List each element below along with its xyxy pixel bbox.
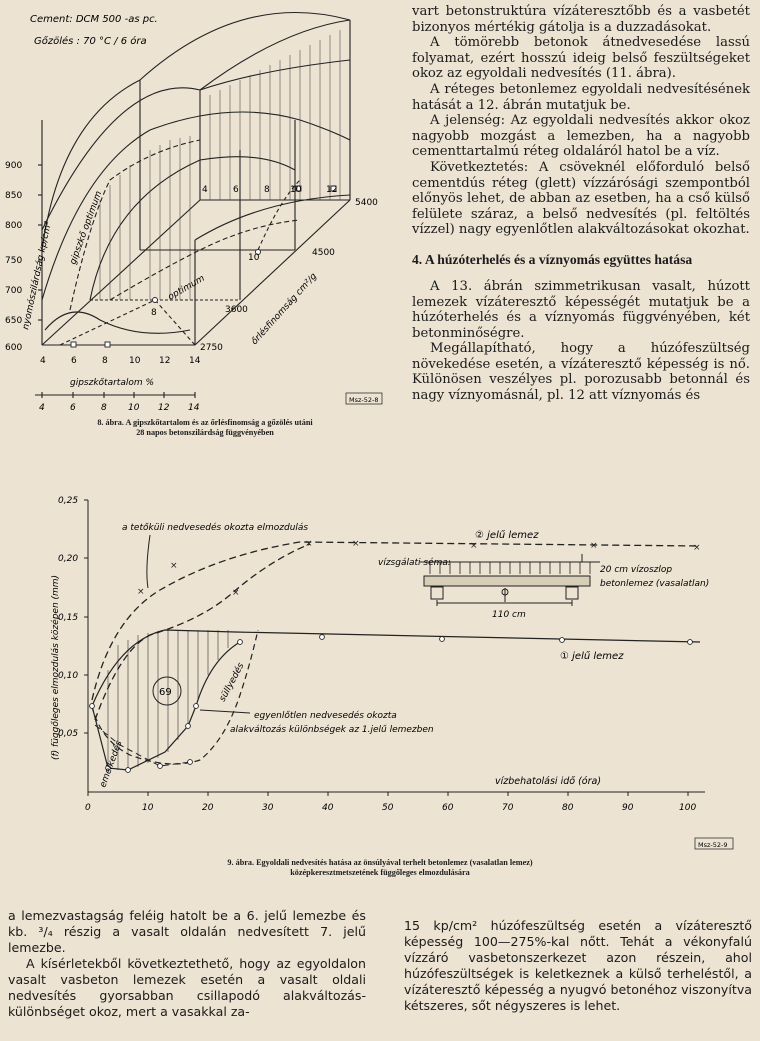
fig8-z-axis-label: őrlésfinomság cm²/g xyxy=(249,271,320,348)
paragraph: A tömörebb betonok átnedvesedése lassú folyamat, ezért hosszú ideig belső feszültségeket okoz az egyoldali nedvesítés (11. ábra). xyxy=(412,35,750,82)
paragraph: a lemezvastagság feléig hatolt be a 6. jelű lemezbe és kb. ³/₄ részig a vasalt oldalán nedvesített 7. jelű lemezbe. xyxy=(8,908,366,955)
fig8-x-tick-lower: 4 xyxy=(39,403,45,413)
fig9-x-tick: 50 xyxy=(382,803,394,813)
fig8-x-tick-lower: 6 xyxy=(70,403,76,413)
svg-text:×: × xyxy=(470,541,478,551)
fig8-x-tick: 6 xyxy=(71,356,77,366)
fig8-caption-line1: 8. ábra. A gipszkőtartalom és az őrlésfinomság a gőzölés utáni xyxy=(97,418,313,427)
fig8-x-tick-lower: 8 xyxy=(101,403,107,413)
fig9-schema-plate: betonlemez (vasalatlan) xyxy=(600,579,710,589)
fig9-x-tick: 90 xyxy=(622,803,634,813)
fig8-y-axis-label: nyomószilárdság kp/cm² xyxy=(21,220,54,331)
fig8-y-tick: 900 xyxy=(5,161,23,171)
paragraph: A kísérletekből következtethető, hogy az egyoldalon vasalt vasbeton lemezek esetén a vasalt oldali nedvesítés gyorsabban csillapodó alakváltozás-különbséget okoz, mert a vasakkal za- xyxy=(8,956,366,1019)
fig8-x-tick: 14 xyxy=(189,356,201,366)
fig9-caption xyxy=(100,858,660,878)
svg-text:×: × xyxy=(590,541,598,551)
svg-text:×: × xyxy=(232,588,240,598)
fig9-caption-line1: 9. ábra. Egyoldali nedvesítés hatása az önsúlyával terhelt betonlemez (vasalatlan lemez) xyxy=(227,858,533,867)
paragraph: Megállapítható, hogy a húzófeszültség növekedése esetén, a vízáteresztő képesség is nő. Különösen veszélyes pl. porozusabb betonnál és nagy víznyomásnál, pl. 12 att víznyomás és xyxy=(412,341,750,404)
paragraph: vart betonstruktúra vízáteresztőbb és a vasbetét bizonyos mértékig gátolja is a duzzadásokat. xyxy=(412,4,750,35)
fig8-z-tick: 4500 xyxy=(312,248,335,258)
fig9-label-sullyedes: süllyedés xyxy=(217,661,247,704)
fig8-y-tick: 800 xyxy=(5,221,23,231)
fig8-back-x-tick: 10 xyxy=(248,253,260,263)
paragraph: A réteges betonlemez egyoldali nedvesítésének hatását a 12. ábrán mutatjuk be. xyxy=(412,81,750,113)
fig9-label-69: 69 xyxy=(159,687,172,698)
fig9-x-tick: 30 xyxy=(262,803,274,813)
fig8-x-tick: 12 xyxy=(159,356,171,366)
fig9-x-tick: 10 xyxy=(142,803,154,813)
fig8-marker: Msz-52-8 xyxy=(349,396,379,404)
fig9-schema-title: vízsgálati séma: xyxy=(378,558,451,568)
fig8-x-tick-lower: 12 xyxy=(158,403,170,413)
fig9-y-tick: 0,20 xyxy=(58,554,79,564)
fig9-y-tick: 0,05 xyxy=(58,729,79,739)
fig9-x-tick: 20 xyxy=(202,803,214,813)
fig8-y-tick: 850 xyxy=(5,191,23,201)
fig9-x-tick: 70 xyxy=(502,803,514,813)
fig8-x-tick: 4 xyxy=(40,356,46,366)
svg-text:×: × xyxy=(137,587,145,597)
fig9-y-tick: 0,25 xyxy=(58,496,79,506)
paragraph: A jelenség: Az egyoldali nedvesítés akkor okoz nagyobb mozgást a lemezben, ha a nagyobb cementtartalmú réteg oldaláról hatol be a víz. xyxy=(412,113,750,160)
fig8-x-tick-lower: 10 xyxy=(128,403,140,413)
fig9-x-axis-label: vízbehatolási idő (óra) xyxy=(495,776,602,787)
fig9-caption-line2: középkeresztmetszetének függőleges elmozdulására xyxy=(290,868,470,877)
fig8-top-x-tick: 10 xyxy=(290,185,302,195)
fig8-y-tick: 600 xyxy=(5,343,23,353)
fig9-x-tick: 40 xyxy=(322,803,334,813)
fig9-y-axis-label: (f) függőleges elmozdulás középen (mm) xyxy=(51,574,61,760)
fig8-top-x-tick: 4 xyxy=(202,185,208,195)
fig8-y-tick: 750 xyxy=(5,256,23,266)
fig9-x-tick: 60 xyxy=(442,803,454,813)
fig9-x-tick: 0 xyxy=(85,803,91,813)
fig9-y-tick: 0,15 xyxy=(58,613,79,623)
fig8-z-tick: 5400 xyxy=(355,198,378,208)
fig9-schema-water: 20 cm vízoszlop xyxy=(600,565,673,575)
section-heading: 4. A húzóterhelés és a víznyomás együttes hatása xyxy=(412,251,693,267)
fig9-label-lemez2: ② jelű lemez xyxy=(475,530,539,541)
fig8-top-x-tick: 8 xyxy=(264,185,270,195)
fig9-annotation-egyenlotlen-2: alakváltozás különbségek az 1.jelű lemezben xyxy=(230,725,434,735)
fig8-y-tick: 650 xyxy=(5,316,23,326)
paragraph: Következtetés: A csöveknél előforduló belső cementdús réteg (glett) vízzárósági szempontból előnyös lehet, de abban az esetben, ha a cső külső felülete száraz, a belső nedvesítés (pl. feltöltés vízzel) nagy egyenlőtlen alakváltozásokat okozhat. xyxy=(412,159,750,238)
fig9-label-emelkedes: emelkedés xyxy=(98,739,125,790)
fig9-x-tick: 80 xyxy=(562,803,574,813)
fig9-schema-span: 110 cm xyxy=(492,610,526,620)
fig8-x-axis-label: gipszkőtartalom % xyxy=(70,378,155,388)
fig8-top-x-tick: 12 xyxy=(326,185,338,195)
fig8-z-tick: 3600 xyxy=(225,305,248,315)
fig8-header-steam: Gőzölés : 70 °C / 6 óra xyxy=(34,36,147,47)
fig9-label-lemez1: ① jelű lemez xyxy=(560,651,624,662)
svg-text:×: × xyxy=(305,539,313,549)
fig8-label-optimum: optimum xyxy=(166,273,207,303)
fig9-x-tick: 100 xyxy=(679,803,697,813)
fig8-caption xyxy=(20,418,390,438)
fig8-label-gipsz-optimum: gipszkő optimum xyxy=(68,189,105,267)
right-column-bottom xyxy=(404,918,752,1014)
figure-8 xyxy=(0,0,400,430)
right-column-top xyxy=(412,4,750,404)
fig8-x-tick-lower: 14 xyxy=(188,403,200,413)
fig9-annotation-egyenlotlen-1: egyenlőtlen nedvesedés okozta xyxy=(254,711,397,721)
svg-text:×: × xyxy=(170,561,178,571)
left-column-bottom xyxy=(8,908,366,1020)
fig9-annotation-tetokuli: a tetőküli nedvesedés okozta elmozdulás xyxy=(122,523,309,533)
fig8-x-tick: 8 xyxy=(102,356,108,366)
fig8-back-x-tick: 8 xyxy=(151,308,157,318)
paragraph: A 13. ábrán szimmetrikusan vasalt, húzott lemezek vízáteresztő képességét mutatjuk be a húzóterhelés és a víznyomás függvényében, két betonminőségre. xyxy=(412,278,750,341)
fig8-header-cement: Cement: DCM 500 -as pc. xyxy=(30,14,158,25)
fig8-top-x-tick: 6 xyxy=(233,185,239,195)
fig9-y-tick: 0,10 xyxy=(58,671,79,681)
fig9-marker: Msz-52-9 xyxy=(698,841,728,849)
fig8-y-tick: 700 xyxy=(5,286,23,296)
fig8-caption-line2: 28 napos betonszilárdság függvényében xyxy=(136,428,274,437)
svg-text:×: × xyxy=(352,539,360,549)
paragraph: 15 kp/cm² húzófeszültség esetén a vízáteresztő képesség 100—275%-kal nőtt. Tehát a vékonyfalú vízzáró vasbetonszerkezet azon részein, ahol húzófeszültségek is keletkeznek a külső terheléstől, a vízáteresztő képesség a nyugvó betonéhoz viszonyítva kétszeres, sőt négyszeres is lehet. xyxy=(404,918,752,1013)
fig8-z-tick: 2750 xyxy=(200,343,223,353)
figure-9 xyxy=(0,470,760,870)
svg-text:×: × xyxy=(693,543,701,553)
fig8-x-tick: 10 xyxy=(129,356,141,366)
